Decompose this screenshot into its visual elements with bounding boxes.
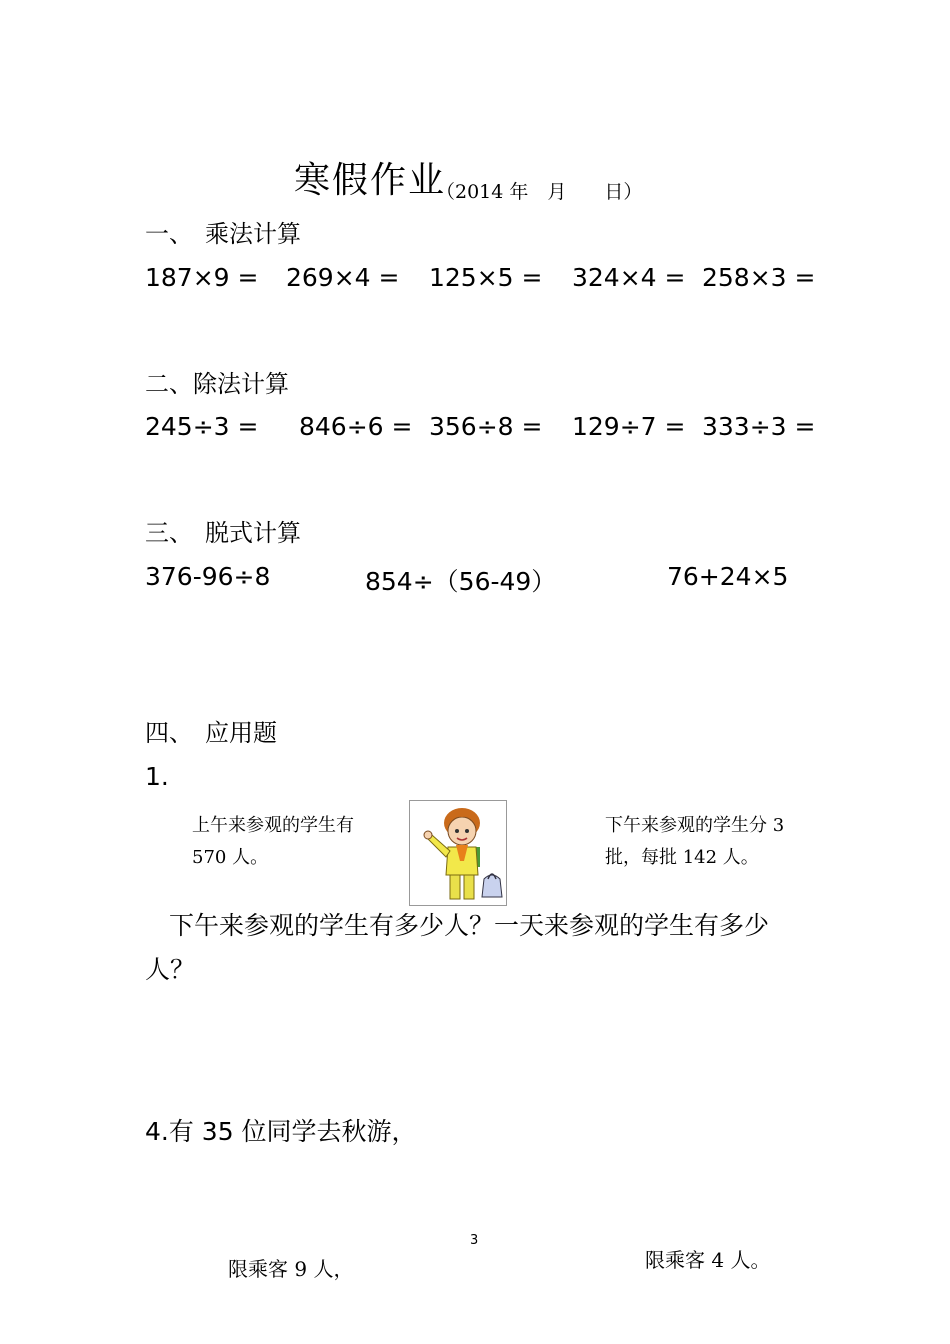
right-note (605, 810, 784, 874)
section-heading-division: 二、除法计算 (145, 370, 289, 398)
problem-item: 125×5 = (429, 263, 543, 292)
problem-item: 245÷3 = (145, 412, 259, 441)
problem-item: 376-96÷8 (145, 562, 271, 591)
left-note (192, 810, 354, 874)
section-heading-stepwise: 三、 脱式计算 (145, 519, 301, 547)
question-4-intro: 4.有 35 位同学去秋游， (145, 1117, 417, 1146)
page-title: 寒假作业 (294, 160, 447, 201)
problem-item: 333÷3 = (702, 412, 816, 441)
problem-item: 269×4 = (286, 263, 400, 292)
problem-item: 187×9 = (145, 263, 259, 292)
problem-item: 324×4 = (572, 263, 686, 292)
section-heading-word-problems: 四、 应用题 (145, 719, 277, 747)
question-number: 1. (145, 762, 169, 791)
problem-item: 258×3 = (702, 263, 816, 292)
problem-item: 129÷7 = (572, 412, 686, 441)
problem-item: 356÷8 = (429, 412, 543, 441)
question-text (145, 904, 769, 992)
problem-item: 76+24×5 (667, 562, 789, 591)
left-caption: 限乘客 9 人， (228, 1257, 354, 1281)
left-note-line2: 570 人。 (192, 847, 269, 868)
page-number: 3 (470, 1233, 479, 1248)
section-heading-multiplication: 一、 乘法计算 (145, 220, 301, 248)
date-line: （2014 年 月 日） (436, 181, 643, 203)
question-line2: 人？ (145, 955, 196, 984)
boy-illustration (409, 800, 507, 906)
problem-item: 846÷6 = (299, 412, 413, 441)
left-note-line1: 上午来参观的学生有 (192, 815, 354, 836)
right-caption: 限乘客 4 人。 (645, 1248, 771, 1272)
problem-item: 854÷（56-49） (365, 567, 557, 596)
right-note-line1: 下午来参观的学生分 3 (605, 815, 785, 836)
question-line1: 下午来参观的学生有多少人？一天来参观的学生有多少 (169, 911, 770, 940)
right-note-line2: 批，每批 142 人。 (605, 847, 759, 868)
